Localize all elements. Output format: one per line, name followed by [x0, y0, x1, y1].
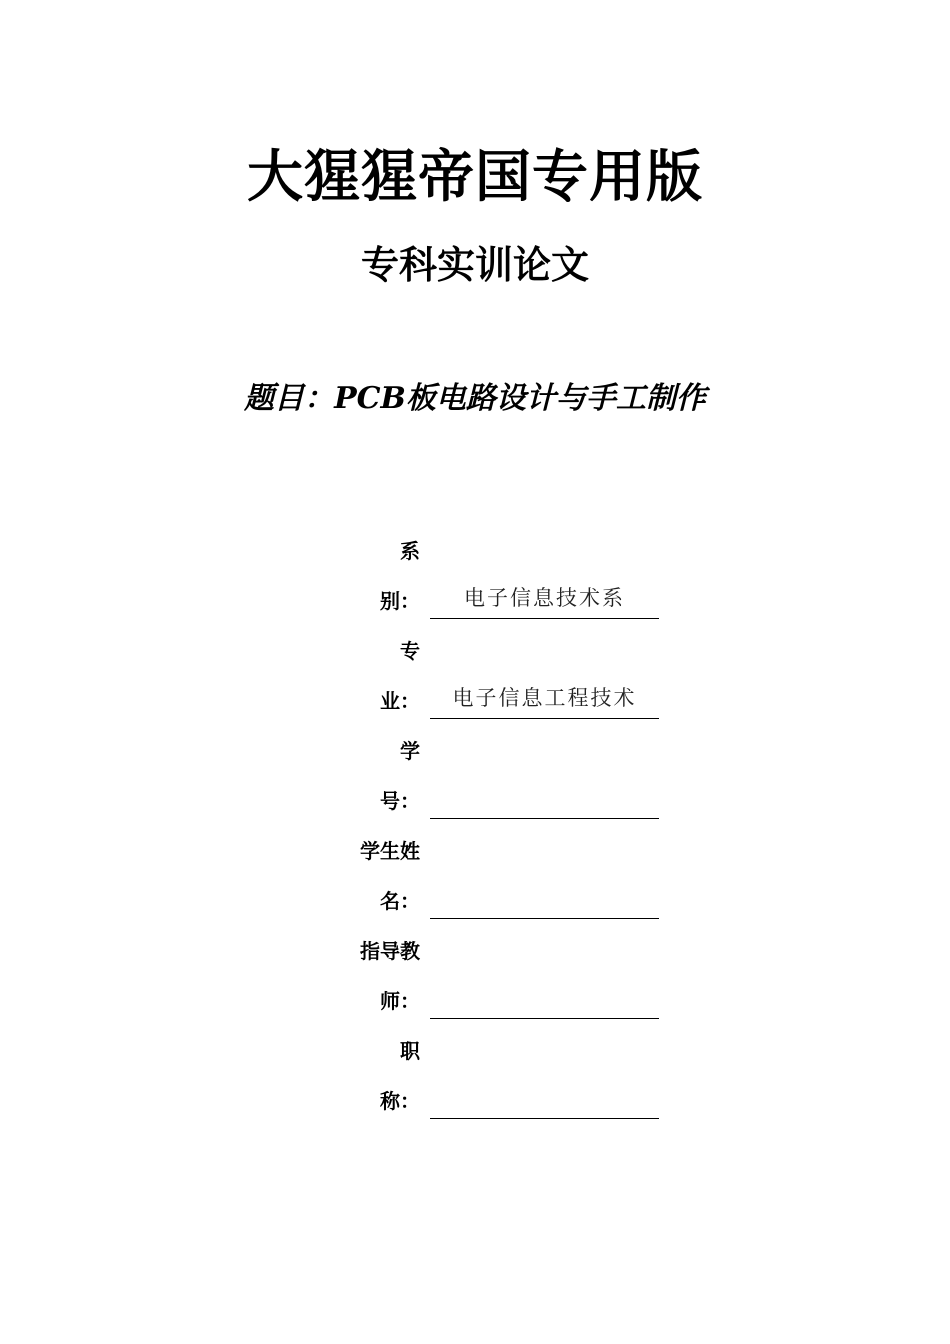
field-label-line2: 别： — [380, 589, 420, 613]
field-department — [330, 526, 670, 626]
field-value — [430, 978, 659, 1019]
field-label-line1: 职 — [400, 1039, 420, 1063]
field-value: 电子信息技术系 — [430, 578, 659, 619]
document-subtitle: 专科实训论文 — [360, 243, 589, 287]
field-value — [430, 778, 659, 819]
field-label-line2: 业： — [380, 689, 420, 713]
field-value — [430, 1078, 659, 1119]
field-advisor — [330, 926, 670, 1026]
document-title: 大猩猩帝国专用版 — [247, 145, 703, 210]
field-label-line2: 称： — [380, 1089, 420, 1113]
field-value — [430, 878, 659, 919]
field-label-line2: 师： — [380, 989, 420, 1013]
field-value: 电子信息工程技术 — [430, 678, 659, 719]
field-label-line2: 号： — [380, 789, 420, 813]
field-label-line1: 专 — [400, 639, 420, 663]
field-label-line2: 名： — [380, 889, 420, 913]
field-student-name — [330, 826, 670, 926]
field-title — [330, 1026, 670, 1126]
field-label-line1: 学生姓 — [360, 839, 420, 863]
thesis-topic: 题目：PCB板电路设计与手工制作 — [244, 381, 706, 416]
field-student-id — [330, 726, 670, 826]
field-label-line1: 指导教 — [360, 939, 420, 963]
field-label-line1: 系 — [400, 539, 420, 563]
field-major — [330, 626, 670, 726]
field-label-line1: 学 — [400, 739, 420, 763]
